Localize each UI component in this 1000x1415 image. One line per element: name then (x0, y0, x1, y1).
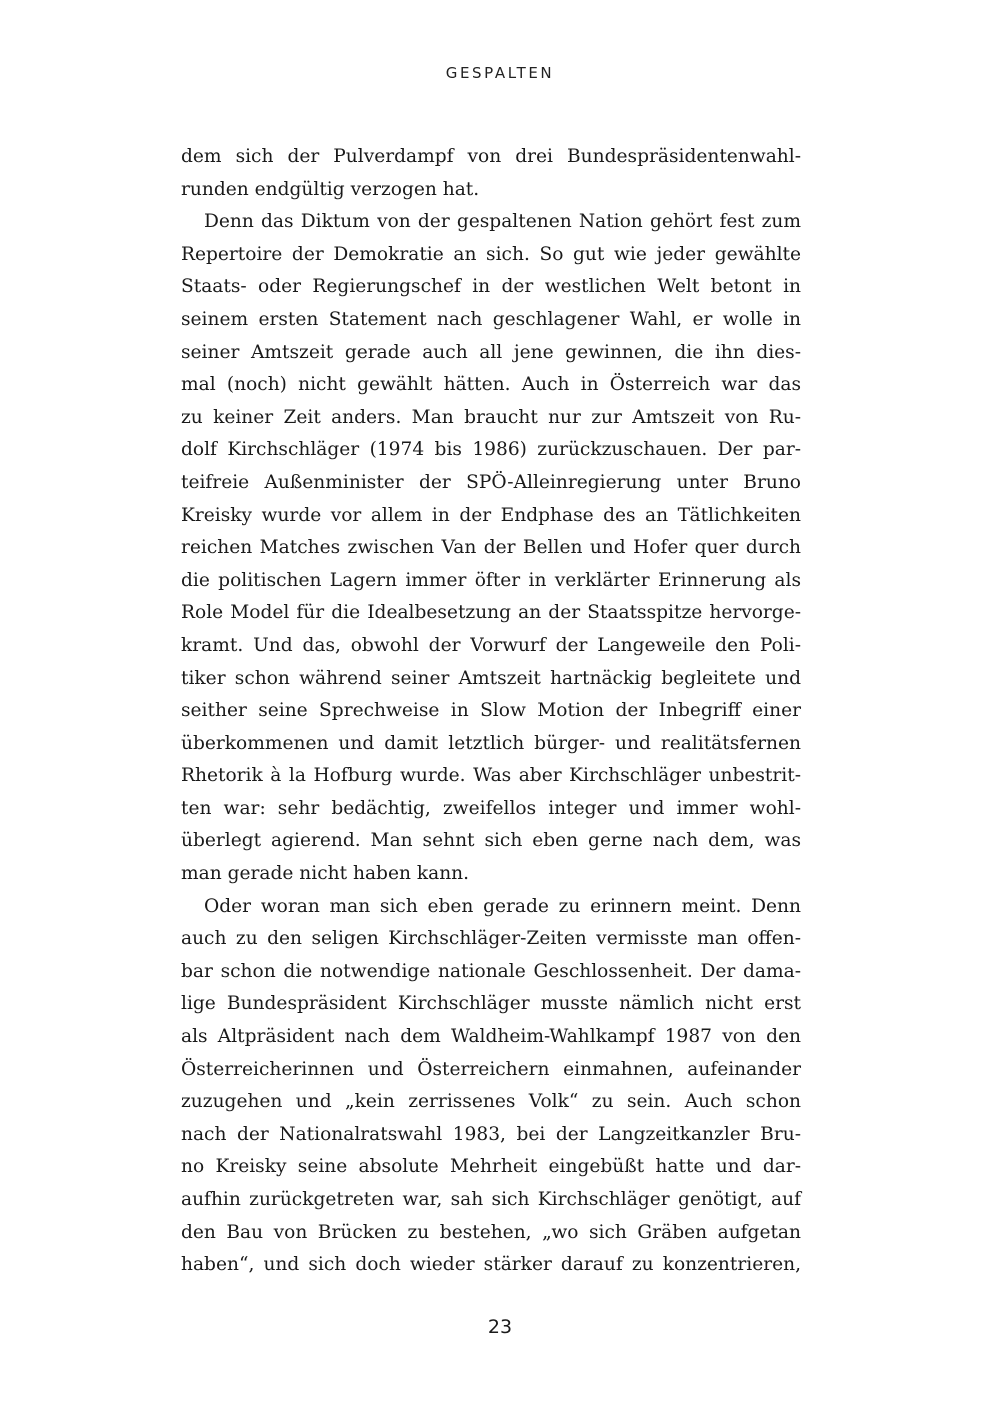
running-head: GESPALTEN (445, 64, 555, 82)
text-line: dem sich der Pulverdampf von drei Bundespräsidentenwahl- (181, 146, 801, 167)
text-line: auch zu den seligen Kirchschläger-Zeiten vermisste man offen- (181, 928, 801, 950)
text-line: no Kreisky seine absolute Mehrheit eingebüßt hatte und dar- (181, 1156, 801, 1178)
page-number: 23 (487, 1316, 513, 1338)
text-line: Role Model für die Idealbesetzung an der Staatsspitze hervorge- (181, 602, 801, 624)
body-text (181, 141, 801, 1282)
text-line: als Altpräsident nach dem Waldheim-Wahlkampf 1987 von den (181, 1026, 801, 1048)
paragraph (181, 141, 801, 206)
text-line: Österreicherinnen und Österreichern einmahnen, aufeinander (181, 1058, 801, 1080)
text-line: ten war: sehr bedächtig, zweifellos integer und immer wohl- (181, 797, 801, 819)
text-line: zu keiner Zeit anders. Man braucht nur zur Amtszeit von Ru- (181, 406, 801, 428)
text-line: Repertoire der Demokratie an sich. So gut wie jeder gewählte (181, 243, 801, 265)
paragraph (181, 206, 801, 890)
text-line: nach der Nationalratswahl 1983, bei der Langzeitkanzler Bru- (181, 1123, 801, 1145)
text-line: lige Bundespräsident Kirchschläger musste nämlich nicht erst (181, 993, 801, 1015)
text-line: teifreie Außenminister der SPÖ-Alleinregierung unter Bruno (181, 471, 801, 493)
text-line: kramt. Und das, obwohl der Vorwurf der Langeweile den Poli- (181, 634, 801, 656)
text-line: aufhin zurückgetreten war, sah sich Kirchschläger genötigt, auf (181, 1189, 801, 1210)
text-line: man gerade nicht haben kann. (181, 863, 470, 885)
text-line: seiner Amtszeit gerade auch all jene gewinnen, die ihn dies- (181, 341, 801, 363)
text-line: dolf Kirchschläger (1974 bis 1986) zurückzuschauen. Der par- (181, 439, 801, 461)
text-line: Oder woran man sich eben gerade zu erinnern meint. Denn (204, 895, 801, 917)
text-line: überlegt agierend. Man sehnt sich eben gerne nach dem, was (181, 830, 801, 852)
text-line: Denn das Diktum von der gespaltenen Nation gehört fest zum (204, 211, 801, 233)
text-line: bar schon die notwendige nationale Geschlossenheit. Der dama- (181, 960, 801, 982)
text-line: runden endgültig verzogen hat. (181, 178, 480, 200)
text-line: haben“, und sich doch wieder stärker darauf zu konzentrieren, (181, 1254, 801, 1276)
text-line: die politischen Lagern immer öfter in verklärter Erinnerung als (181, 569, 801, 591)
text-line: reichen Matches zwischen Van der Bellen und Hofer quer durch (181, 537, 801, 559)
text-line: mal (noch) nicht gewählt hätten. Auch in Österreich war das (181, 374, 801, 396)
text-line: den Bau von Brücken zu bestehen, „wo sich Gräben aufgetan (181, 1221, 801, 1243)
text-line: überkommenen und damit letztlich bürger- und realitätsfernen (181, 732, 801, 754)
text-line: seinem ersten Statement nach geschlagener Wahl, er wolle in (181, 308, 801, 330)
text-line: seither seine Sprechweise in Slow Motion der Inbegriff einer (181, 700, 801, 722)
text-line: Rhetorik à la Hofburg wurde. Was aber Kirchschläger unbestrit- (181, 765, 801, 787)
text-line: Kreisky wurde vor allem in der Endphase des an Tätlichkeiten (181, 504, 801, 526)
text-line: tiker schon während seiner Amtszeit hartnäckig begleitete und (181, 667, 801, 689)
text-line: zuzugehen und „kein zerrissenes Volk“ zu sein. Auch schon (181, 1091, 801, 1113)
paragraph (181, 891, 801, 1282)
text-line: Staats- oder Regierungschef in der westlichen Welt betont in (181, 276, 801, 298)
